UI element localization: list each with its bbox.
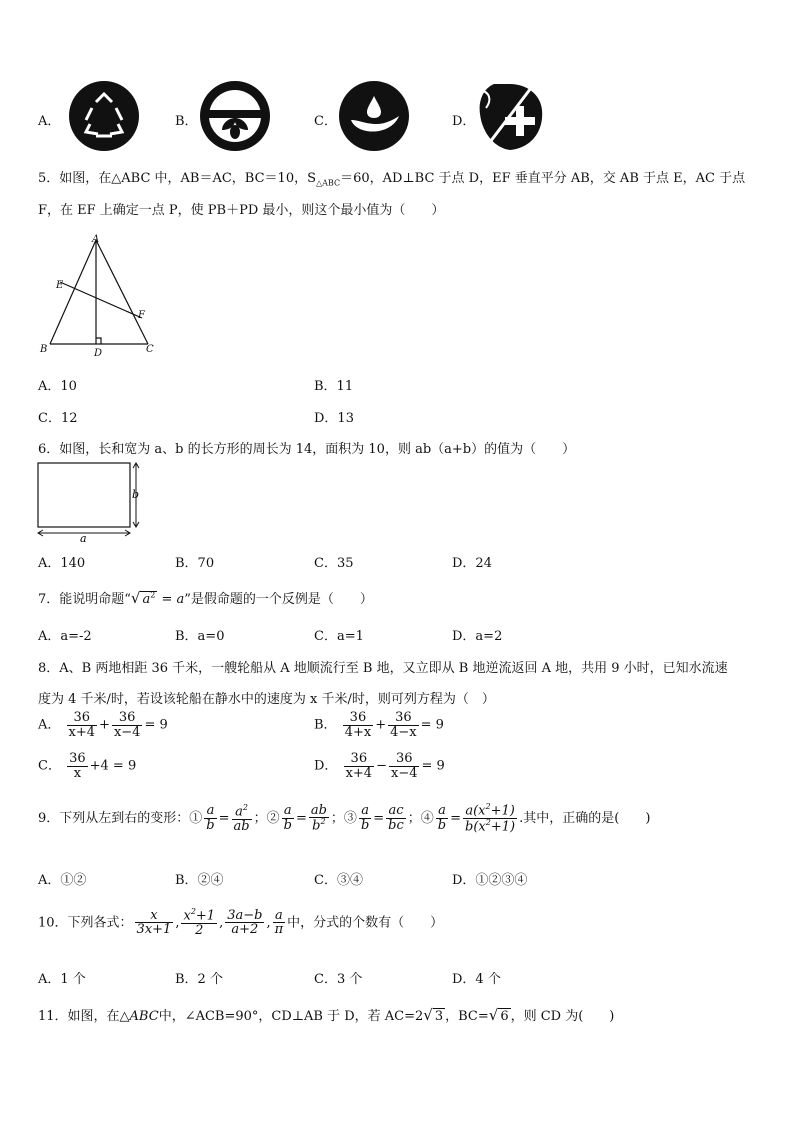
q6-text: 6．如图，长和宽为 a、b 的长方形的周长为 14，面积为 10，则 ab（a+b）的值为（ ） [38,442,576,457]
q5-triangle-figure [38,232,168,360]
q5-label-c: C [146,344,154,355]
q6-label-b: b [132,488,140,501]
q7-option-c: C．a=1 [314,629,364,644]
q5-text-line1: 5．如图，在△ABC 中，AB＝AC，BC＝10，$S_{\triangle ABC}=60$，AD⊥BC 于点 D，EF 垂直平分 AB，交 AB 于点 E，AC 于点 [38,171,746,188]
q5-label-b: B [40,344,48,355]
q7-text: 7．能说明命题“√ $a^2 = a$”是假命题的一个反例是（ ） [38,589,373,607]
q9-option-d: D．①②③④ [452,873,528,888]
q7-option-a: A．a=-2 [38,629,92,644]
q5-option-b: B．11 [314,379,354,394]
q6-label-a: a [80,532,87,542]
q5-label-a: A [92,234,100,245]
q7-option-d: D．a=2 [452,629,503,644]
q5-option-c: C．12 [38,411,78,426]
health-logo-icon [474,80,548,152]
q5-label-e: E [56,280,64,291]
q10-option-b: B．2 个 [175,972,223,987]
q9-option-a: A．①② [38,873,87,888]
q7-option-b: B．a=0 [175,629,225,644]
q9-option-c: C．③④ [314,873,363,888]
q5-label-f: F [138,310,145,321]
q9-text: 9．下列从左到右的变形：① $\frac{a}{b}$ = $\frac{a^2}{ab}$ ；② $\frac{a}{b}$ = $\frac{ab}{b^2}$ ；③ $\frac{a}{b}$ = $\frac{ac}{bc}$ ；④ $\frac{a}{b}$ = $\frac{a(x^2+1)}{b(x^2+1)}$ .其中，正确的是( ) [38,802,651,835]
q8-option-c: C． $\frac{36}{x}$ +4 = 9 [38,751,137,781]
q8-option-a: A． $\frac{36}{x+4}$ + $\frac{36}{x-4}$ = 9 [38,710,168,740]
q8-option-b: B． $\frac{36}{4+x}$ + $\frac{36}{4-x}$ = 9 [314,710,444,740]
q6-option-d: D．24 [452,556,492,571]
q10-option-d: D．4 个 [452,972,501,987]
water-drop-logo-icon [337,80,411,152]
q10-text: 10．下列各式： $\frac{x}{3x+1}$ , $\frac{x^2+1}{2}$ , $\frac{3a-b}{a+2}$ , $\frac{a}{\pi}$ 中，分式的个数有（ ） [38,907,444,938]
q8-text-line1: 8．A、B 两地相距 36 千米，一艘轮船从 A 地顺流行至 B 地，又立即从 B 地逆流返回 A 地，共用 9 小时，已知水流速 [38,661,728,676]
q9-option-b: B．②④ [175,873,224,888]
q8-option-d: D． $\frac{36}{x+4}$ − $\frac{36}{x-4}$ = 9 [314,751,445,781]
q5-label-d: D [94,348,103,359]
q4-option-d-label: D． [452,114,476,129]
q10-option-c: C．3 个 [314,972,363,987]
q4-option-a-label: A． [38,114,61,129]
q6-option-a: A．140 [38,556,86,571]
q8-text-line2: 度为 4 千米/时，若设该轮船在静水中的速度为 x 千米/时，则可列方程为（ ） [38,692,495,707]
q6-option-c: C．35 [314,556,354,571]
q6-option-b: B．70 [175,556,215,571]
q4-option-b-label: B． [175,114,198,129]
q5-text-line2: F，在 EF 上确定一点 P，使 PB＋PD 最小，则这个最小值为（ ） [38,203,445,218]
organic-logo-icon [198,80,272,152]
q4-option-c-label: C． [314,114,337,129]
recycle-icon [68,80,140,152]
q10-option-a: A．1 个 [38,972,86,987]
q5-option-d: D．13 [314,411,354,426]
q5-option-a: A．10 [38,379,77,394]
q11-text: 11．如图，在△ABC中，∠ACB=90°，CD⊥AB 于 D，若 AC=2√ 3 ，BC=√ 6 ，则 CD 为( ) [38,1006,615,1024]
q6-rectangle-figure [36,460,146,542]
